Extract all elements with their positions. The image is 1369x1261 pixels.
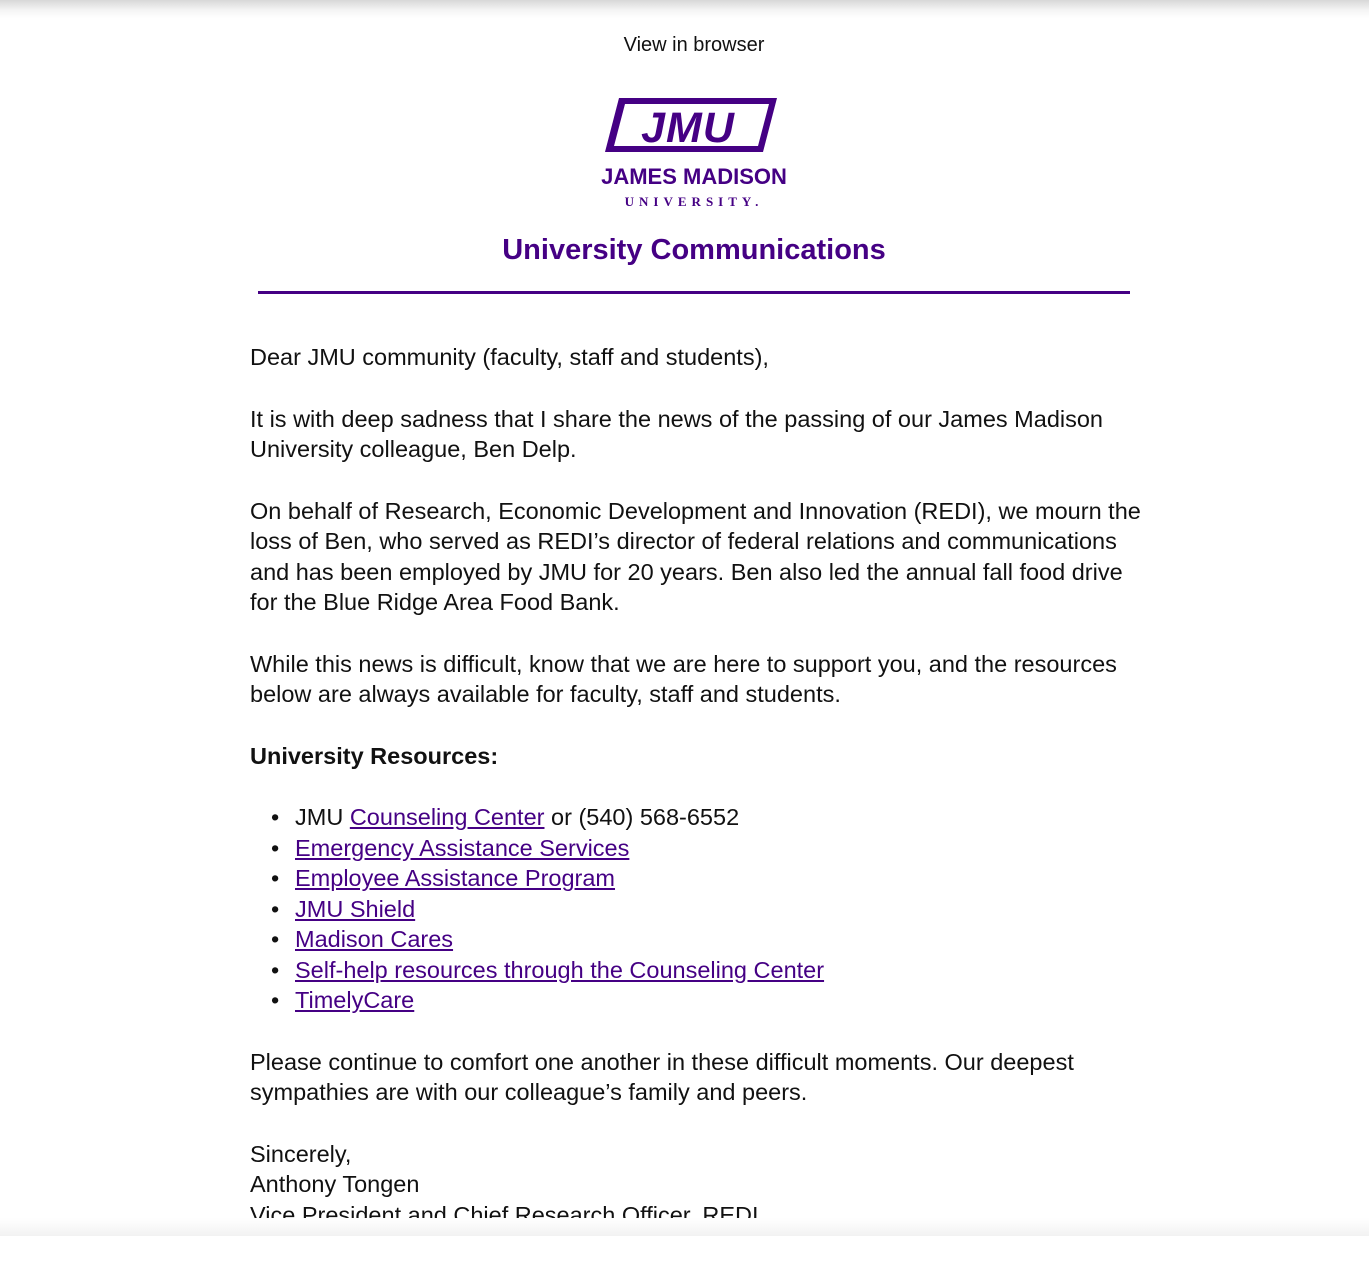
madison-cares-link[interactable]: Madison Cares: [295, 926, 453, 952]
signer-name: Anthony Tongen: [250, 1169, 1150, 1200]
closing-paragraph: Please continue to comfort one another in these difficult moments. Our deepest sympathies are with our colleague’s family and peers.: [250, 1047, 1150, 1108]
counseling-phone: or (540) 568-6552: [544, 804, 739, 830]
window-bottom-edge: [0, 1218, 1369, 1236]
list-item: [295, 894, 1150, 925]
counseling-center-link[interactable]: Counseling Center: [350, 804, 545, 830]
greeting: Dear JMU community (faculty, staff and students),: [250, 342, 1150, 373]
email-body: [250, 342, 1150, 1261]
logo-wordmark: JMU: [641, 104, 735, 152]
jmu-logo: [585, 96, 805, 212]
window-top-edge: [0, 0, 1369, 18]
page-title: University Communications: [0, 234, 1369, 267]
counseling-prefix: JMU: [295, 804, 350, 830]
list-item: [295, 802, 1150, 833]
logo-name-line2: UNIVERSITY.: [625, 194, 764, 209]
view-in-browser-link[interactable]: View in browser: [0, 34, 1369, 57]
list-item: [295, 955, 1150, 986]
timelycare-link[interactable]: TimelyCare: [295, 987, 414, 1013]
emergency-assistance-link[interactable]: Emergency Assistance Services: [295, 835, 629, 861]
paragraph-support: While this news is difficult, know that we are here to support you, and the resources below are always available for faculty, staff and students.: [250, 649, 1150, 710]
employee-assistance-link[interactable]: Employee Assistance Program: [295, 865, 615, 891]
paragraph-announcement: It is with deep sadness that I share the news of the passing of our James Madison University colleague, Ben Delp.: [250, 404, 1150, 465]
sign-off: Sincerely,: [250, 1139, 1150, 1170]
paragraph-redi: On behalf of Research, Economic Development and Innovation (REDI), we mourn the loss of Ben, who served as REDI’s director of federal relations and communications and has been employed by JMU for 20 years. Ben also led the annual fall food drive for the Blue Ridge Area Food Bank.: [250, 496, 1150, 618]
list-item: [295, 924, 1150, 955]
list-item: [295, 833, 1150, 864]
jmu-shield-link[interactable]: JMU Shield: [295, 896, 415, 922]
signature-block: [250, 1139, 1150, 1231]
self-help-resources-link[interactable]: Self-help resources through the Counseling Center: [295, 957, 824, 983]
resources-list: [250, 802, 1150, 1016]
list-item: [295, 863, 1150, 894]
header-divider: [258, 291, 1130, 294]
list-item: [295, 985, 1150, 1016]
logo-name-line1: JAMES MADISON: [601, 164, 787, 189]
resources-heading: University Resources:: [250, 741, 1150, 772]
signer-title: Vice President and Chief Research Officer, REDI: [250, 1200, 1150, 1231]
